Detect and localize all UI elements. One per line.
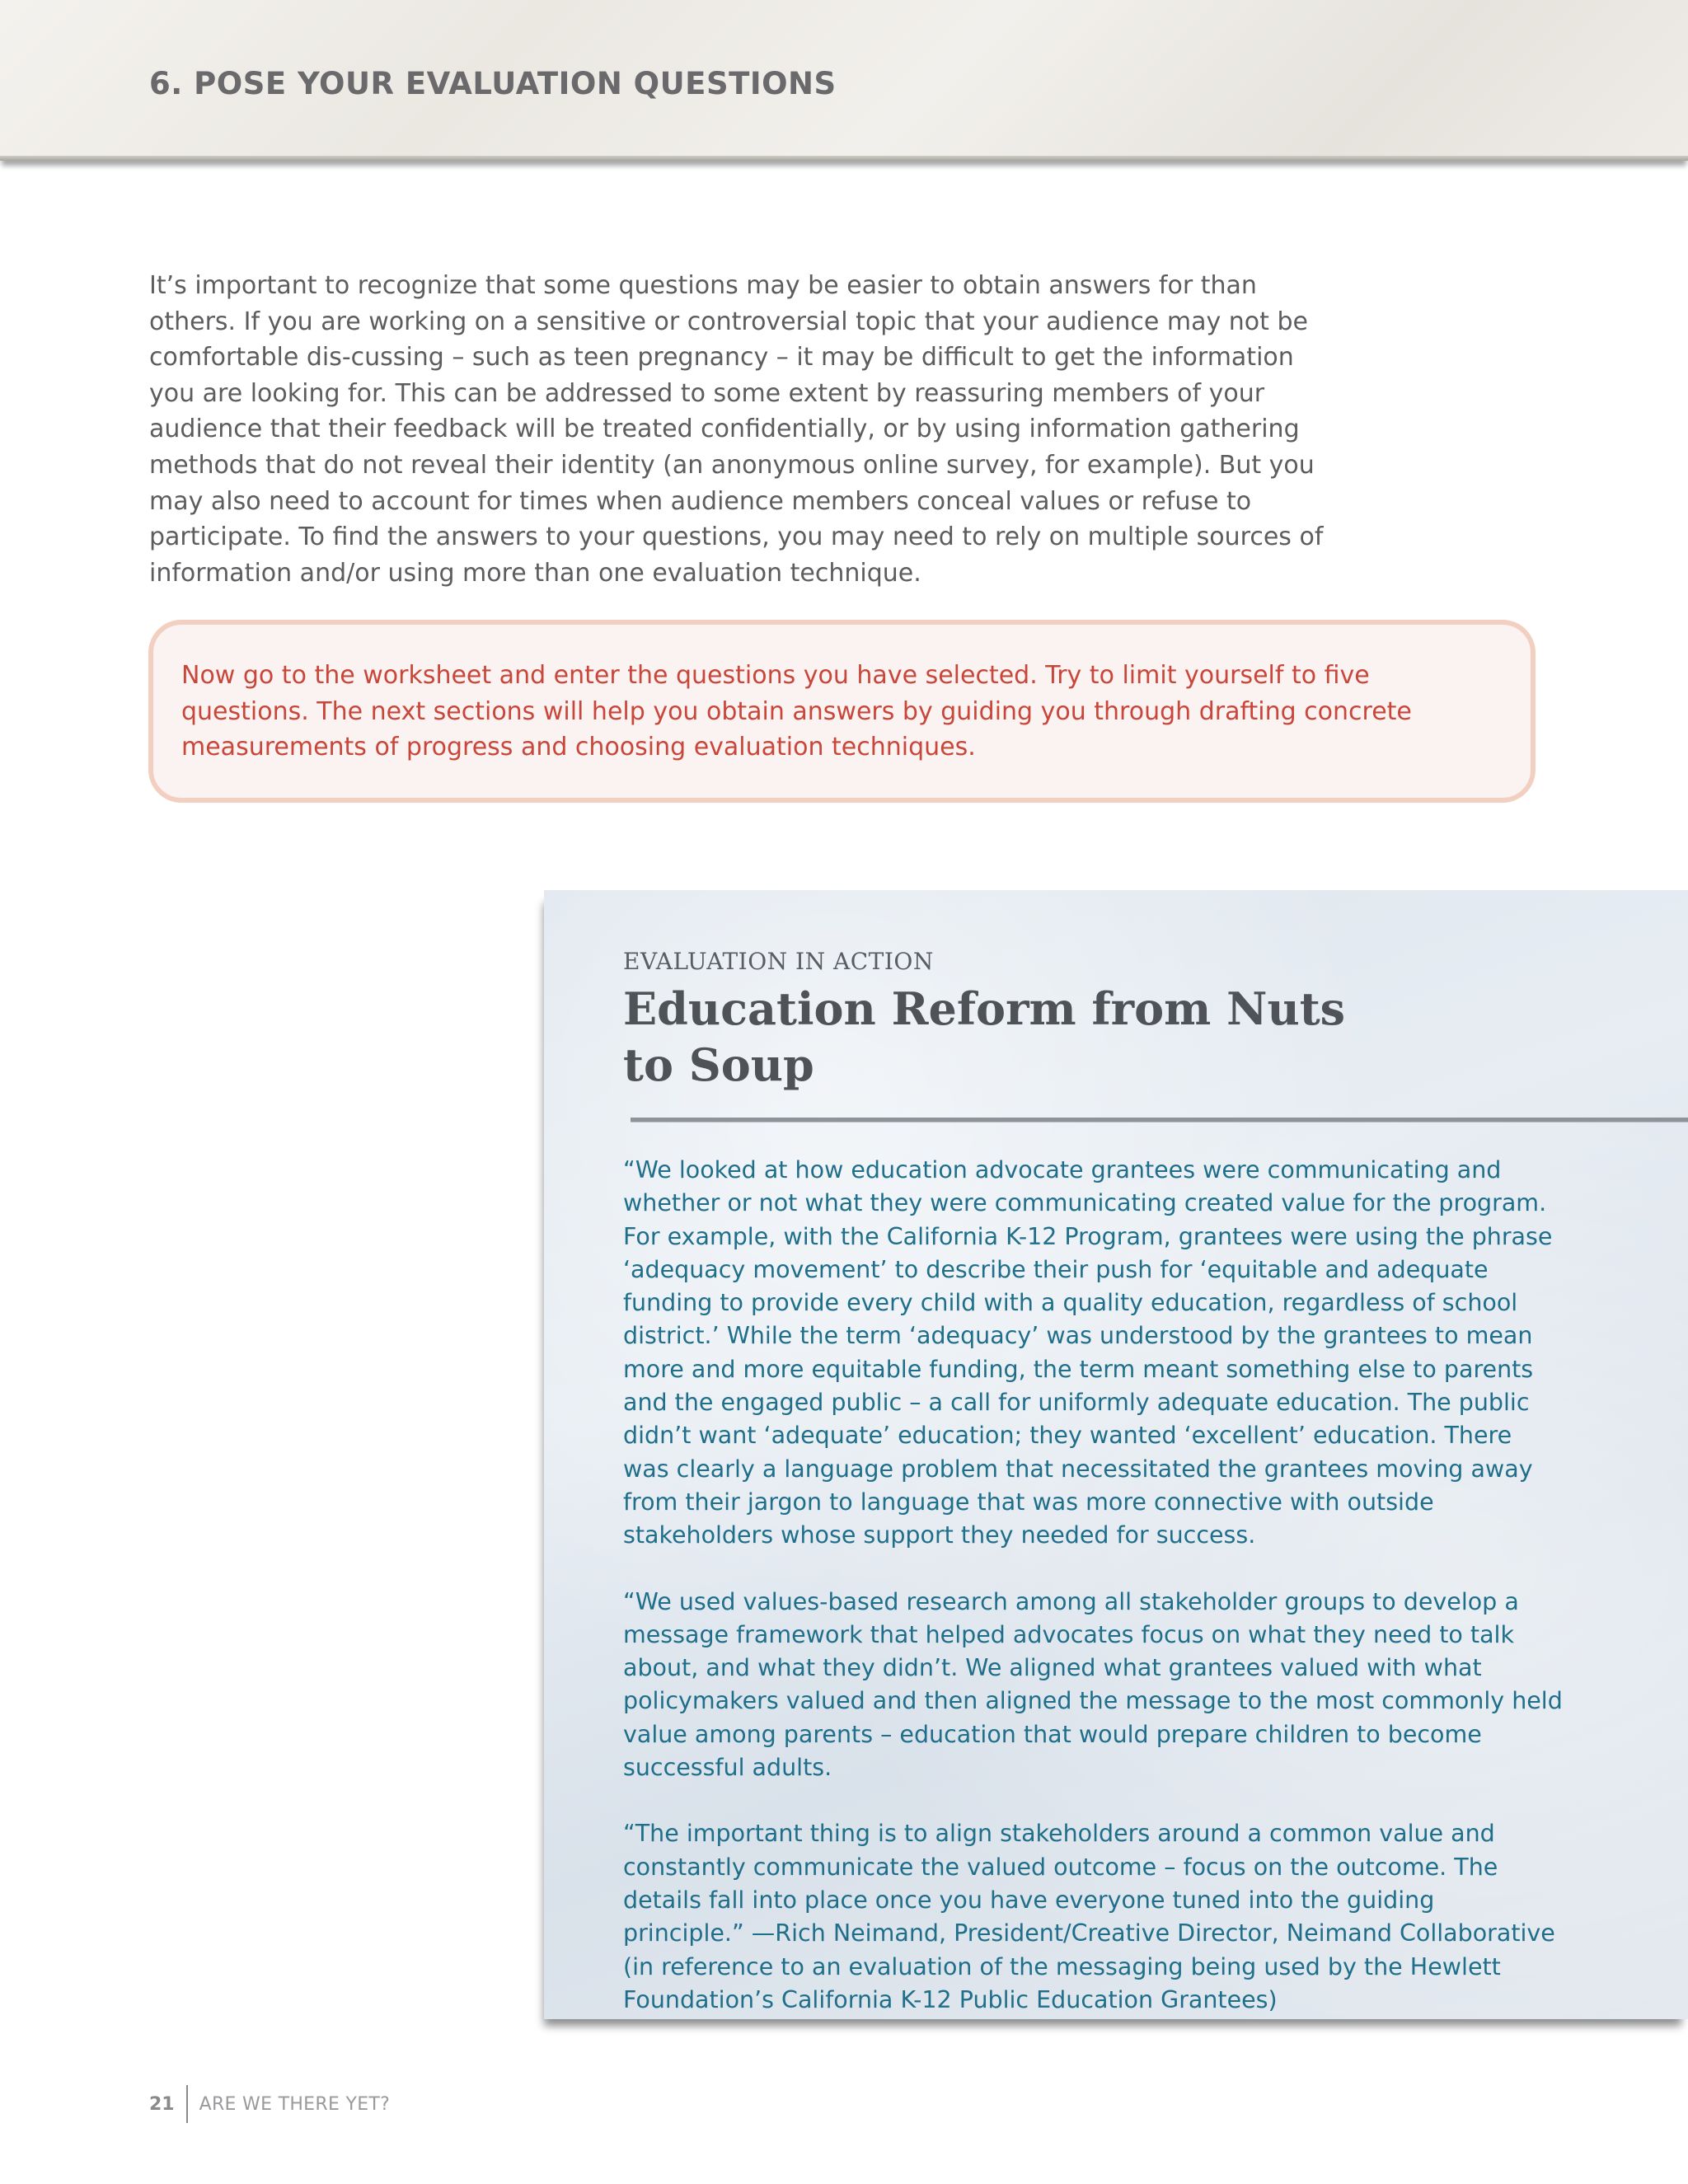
case-divider bbox=[631, 1118, 1688, 1122]
page-footer bbox=[149, 2085, 390, 2123]
header-band bbox=[0, 0, 1688, 161]
worksheet-callout bbox=[148, 620, 1536, 803]
case-title: Education Reform from Nuts to Soup bbox=[623, 982, 1346, 1091]
page-number: 21 bbox=[149, 2093, 175, 2115]
quote-paragraph-2: “We used values-based research among all stakeholder groups to develop a message framework that helped advocates focus on what they need to talk about, and what they didn’t. We aligned what grantees valued with what policymakers valued and then aligned the message to the most commonly held value among parents – education that would prepare children to become successful adults. bbox=[623, 1587, 1563, 1782]
quote-paragraph-1: “We looked at how education advocate grantees were communicating and whether or not what they were communicating created value for the program. For example, with the California K-12 Program, grantees were using the phrase ‘adequacy movement’ to describe their push for ‘equitable and adequate funding to provide every child with a quality education, regardless of school district.’ While the term ‘adequacy’ was understood by the grantees to mean more and more equitable funding, the term meant something else to parents and the engaged public – a call for uniformly adequate education. The public didn’t want ‘adequate’ education; they wanted ‘excellent’ education. There was clearly a language problem that necessitated the grantees moving away from their jargon to language that was more connective with outside stakeholders whose support they needed for success. bbox=[623, 1156, 1553, 1549]
case-quotes bbox=[623, 1154, 1563, 2050]
quote-paragraph-3: “The important thing is to align stakeholders around a common value and constantly communicate the valued outcome – focus on the outcome. The details fall into place once you have everyone tuned into the guiding principle.” —Rich Neimand, President/Creative Director, Neimand Collaborative (in reference to an evaluation of the messaging being used by the Hewlett Foundation’s California K-12 Public Education Grantees) bbox=[623, 1820, 1555, 2013]
callout-text: Now go to the worksheet and enter the questions you have selected. Try to limit yourself to five questions. The next sections will help you obtain answers by guiding you through drafting concrete measurements of progress and choosing evaluation techniques. bbox=[181, 661, 1412, 762]
section-title: 6. POSE YOUR EVALUATION QUESTIONS bbox=[149, 66, 837, 101]
publication-title: ARE WE THERE YET? bbox=[199, 2093, 391, 2115]
case-kicker: EVALUATION IN ACTION bbox=[623, 948, 934, 975]
evaluation-in-action-panel bbox=[544, 890, 1688, 2019]
intro-paragraph: It’s important to recognize that some questions may be easier to obtain answers for than others. If you are working on a sensitive or controversial topic that your audience may not be comfortable dis-cussing – such as teen pregnancy – it may be difficult to get the information you are looking for. This can be addressed to some extent by reassuring members of your audience that their feedback will be treated confidentially, or by using information gathering methods that do not reveal their identity (an anonymous online survey, for example). But you may also need to account for times when audience members conceal values or refuse to participate. To find the answers to your questions, you may need to rely on multiple sources of information and/or using more than one evaluation technique. bbox=[149, 271, 1324, 588]
